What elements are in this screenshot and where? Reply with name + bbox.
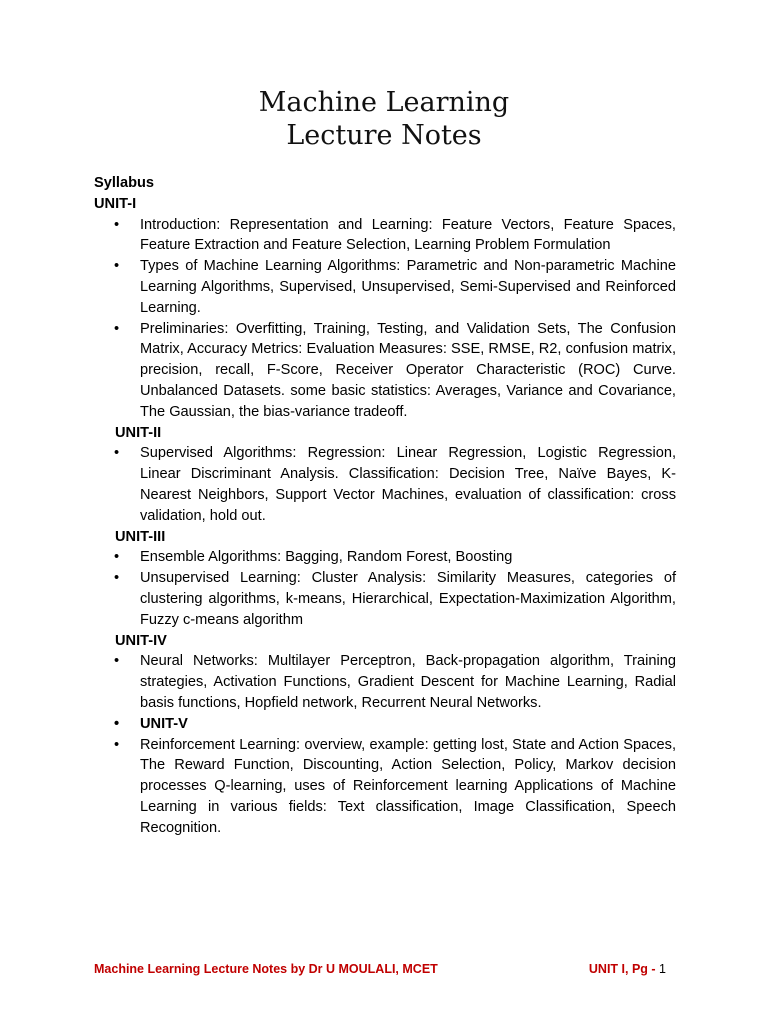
bullet-icon: • [114, 715, 120, 732]
bullet-icon: • [114, 570, 120, 587]
unit-1-list [94, 215, 676, 423]
list-item-text: Types of Machine Learning Algorithms: Parametric and Non-parametric Machine Learning Algorithms, Supervised, Unsupervised, Semi-Supervised and Reinforced Learning. [140, 258, 676, 316]
list-item-text: Ensemble Algorithms: Bagging, Random Forest, Boosting [140, 549, 513, 566]
title-line-1: Machine Learning [258, 87, 510, 118]
bullet-icon: • [114, 320, 120, 337]
page-number: 1 [659, 962, 666, 976]
footer-unit-label: UNIT I, Pg - [588, 962, 660, 976]
list-item [94, 215, 676, 257]
unit-2-heading: UNIT-II [115, 424, 162, 441]
list-item [94, 256, 676, 318]
list-item-text: Preliminaries: Overfitting, Training, Testing, and Validation Sets, The Confusion Matrix, Accuracy Metrics: Evaluation Measures: SSE, RMSE, R2, confusion matrix, precision, recall, F-Score, Receiver Operator Characteristic (ROC) Curve. Unbalanced Datasets. some basic statistics: Averages, Variance and Covariance, The Gaussian, the bias-variance tradeoff. [140, 320, 676, 420]
list-item [94, 319, 676, 423]
list-item [94, 443, 676, 526]
list-item-text: Neural Networks: Multilayer Perceptron, Back-propagation algorithm, Training strategies, Activation Functions, Gradient Descent for Machine Learning, Radial basis functions, Hopfield network, Recurrent Neural Networks. [140, 653, 676, 711]
unit-5-list [94, 714, 676, 839]
bullet-icon: • [114, 216, 120, 233]
unit-4-list [94, 651, 676, 713]
list-item [94, 735, 676, 839]
page-footer [94, 962, 666, 976]
list-item-text: Supervised Algorithms: Regression: Linear Regression, Logistic Regression, Linear Discriminant Analysis. Classification: Decision Tree, Naïve Bayes, K-Nearest Neighbors, Support Vector Machines, evaluation of classification: cross validation, hold out. [140, 445, 676, 524]
unit-3-list [94, 547, 676, 630]
page-title [0, 86, 768, 152]
syllabus-heading: Syllabus [94, 175, 155, 191]
bullet-icon: • [114, 549, 120, 566]
bullet-icon: • [114, 258, 120, 275]
list-item-text: Introduction: Representation and Learning: Feature Vectors, Feature Spaces, Feature Extraction and Feature Selection, Learning Problem Formulation [140, 216, 676, 254]
unit-1-heading: UNIT-I [94, 195, 137, 212]
bullet-icon: • [114, 736, 120, 753]
list-item [94, 651, 676, 713]
list-item [94, 568, 676, 630]
syllabus-section [94, 173, 676, 839]
unit-4-heading: UNIT-IV [115, 632, 167, 649]
list-item-text: Reinforcement Learning: overview, example: getting lost, State and Action Spaces, The Reward Function, Discounting, Action Selection, Policy, Markov decision processes Q-learning, uses of Reinforcement learning Applications of Machine Learning in various fields: Text classification, Image Classification, Speech Recognition. [140, 736, 676, 836]
list-item [94, 547, 676, 568]
list-item-text: Unsupervised Learning: Cluster Analysis: Similarity Measures, categories of clustering algorithms, k-means, Hierarchical, Expectation-Maximization Algorithm, Fuzzy c-means algorithm [140, 570, 676, 628]
footer-page-info [589, 962, 666, 976]
unit-2-list [94, 443, 676, 526]
unit-5-heading [94, 714, 676, 735]
unit-5-heading-text: UNIT-V [140, 715, 188, 732]
title-line-2: Lecture Notes [286, 120, 482, 151]
bullet-icon: • [114, 445, 120, 462]
unit-3-heading: UNIT-III [115, 528, 166, 545]
footer-title: Machine Learning Lecture Notes by Dr U MOULALI, MCET [94, 962, 438, 976]
bullet-icon: • [114, 653, 120, 670]
